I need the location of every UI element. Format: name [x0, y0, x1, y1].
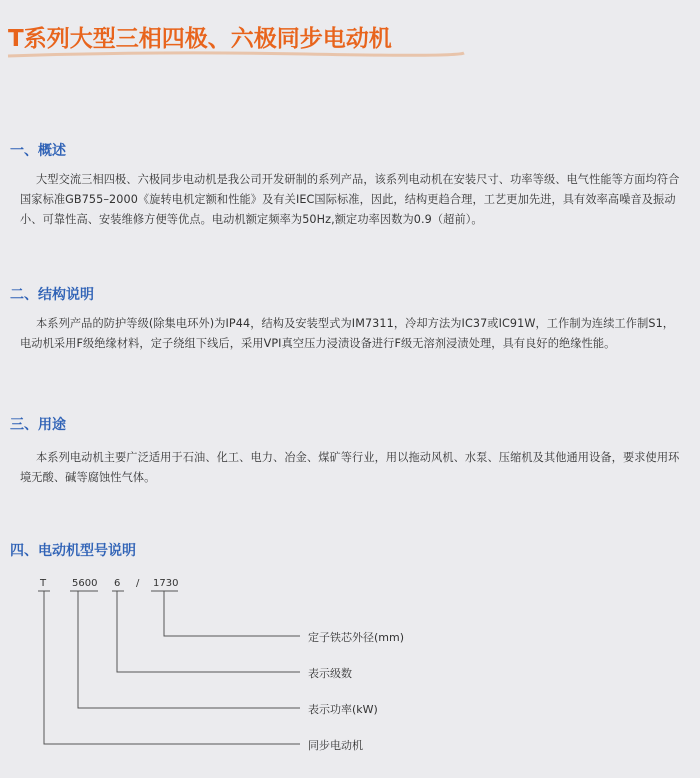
section-text-usage: 本系列电动机主要广泛适用于石油、化工、电力、冶金、煤矿等行业，用以拖动风机、水泵、压缩机及其他通用设备，要求使用环境无酸、碱等腐蚀性气体。	[20, 451, 680, 484]
section-heading-structure: 二、结构说明	[10, 287, 94, 303]
legend-poles: 表示级数	[308, 667, 352, 680]
legend-power: 表示功率(kW)	[308, 703, 378, 716]
model-code-type: T	[40, 578, 47, 589]
model-code-poles: 6	[114, 578, 121, 589]
title-underline-decoration	[6, 50, 466, 60]
section-heading-overview: 一、概述	[10, 143, 66, 159]
section-heading-model: 四、电动机型号说明	[10, 543, 136, 559]
model-code-power: 5600	[72, 578, 98, 589]
section-text-structure: 本系列产品的防护等级(除集电环外)为IP44，结构及安装型式为IM7311，冷却方法为IC37或IC91W，工作制为连续工作制S1，电动机采用F级绝缘材料，定子绕组下线后，采用VPI真空压力浸渍设备进行F级无溶剂浸渍处理，具有良好的绝缘性能。	[20, 317, 675, 350]
page-title: T系列大型三相四极、六极同步电动机	[8, 26, 392, 52]
model-code-separator: /	[136, 578, 140, 589]
legend-stator-diameter: 定子铁芯外径(mm)	[308, 631, 405, 644]
model-code-diameter: 1730	[153, 578, 179, 589]
section-heading-usage: 三、用途	[10, 417, 66, 433]
section-text-overview: 大型交流三相四极、六极同步电动机是我公司开发研制的系列产品，该系列电动机在安装尺寸、功率等级、电气性能等方面均符合国家标准GB755–2000《旋转电机定额和性能》及有关IEC国际标准，因此，结构更趋合理，工艺更加先进，具有效率高噪音及振动小、可靠性高、安装维修方便等优点。电动机额定频率为50Hz,额定功率因数为0.9（超前）。	[20, 173, 680, 226]
legend-synchronous-motor: 同步电动机	[308, 739, 363, 752]
